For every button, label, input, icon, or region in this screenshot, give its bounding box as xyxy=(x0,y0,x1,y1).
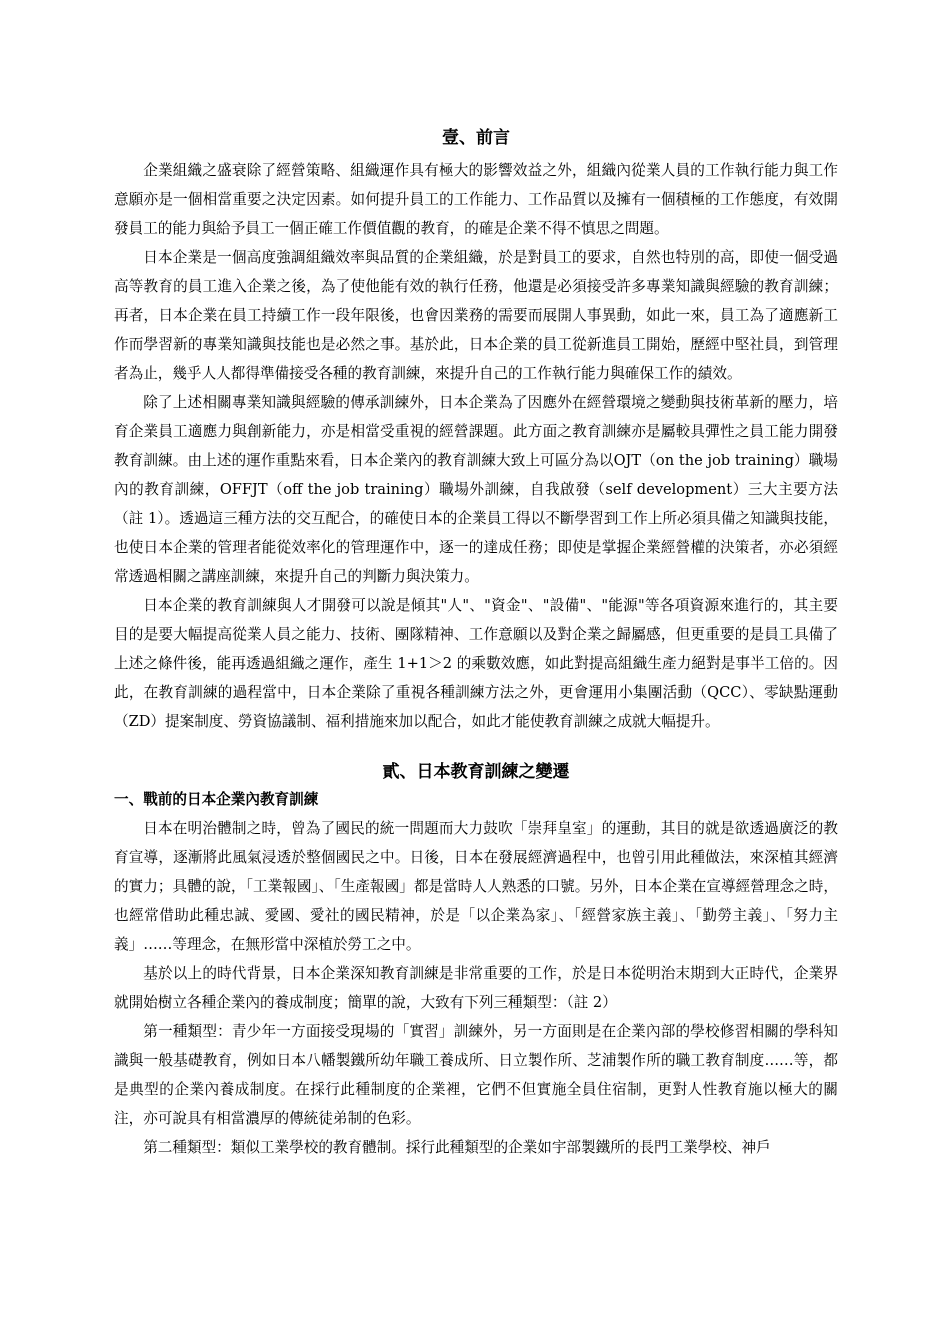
section-1-paragraph-2: 日本企業是一個高度強調組織效率與品質的企業組織，於是對員工的要求，自然也特別的高，即使一個受過高等教育的員工進入企業之後，為了使他能有效的執行任務，他還是必須接受許多專業知識與經驗的教育訓練；再者，日本企業在員工持續工作一段年限後，也會因業務的需要而展開人事異動，如此一來，員工為了適應新工作而學習新的專業知識與技能也是必然之事。基於此，日本企業的員工從新進員工開始，歷經中堅社員，到管理者為止，幾乎人人都得準備接受各種的教育訓練，來提升自己的工作執行能力與確保工作的績效。 xyxy=(114,249,838,382)
section-1-paragraph-1: 企業組織之盛衰除了經營策略、組織運作具有極大的影響效益之外，組織內從業人員的工作執行能力與工作意願亦是一個相當重要之決定因素。如何提升員工的工作能力、工作品質以及擁有一個積極的工作態度，有效開發員工的能力與給予員工一個正確工作價值觀的教育，的確是企業不得不慎思之問題。 xyxy=(114,162,838,237)
section-2-paragraph-2: 基於以上的時代背景，日本企業深知教育訓練是非常重要的工作，於是日本從明治末期到大正時代，企業界就開始樹立各種企業內的養成制度；簡單的說，大致有下列三種類型：（註 2） xyxy=(114,965,838,1011)
section-2-paragraph-4: 第二種類型：類似工業學校的教育體制。採行此種類型的企業如宇部製鐵所的長門工業學校、神戶 xyxy=(143,1139,771,1156)
section-2-subtitle: 一、戰前的日本企業內教育訓練 xyxy=(114,791,319,808)
section-1-paragraph-4: 日本企業的教育訓練與人才開發可以說是傾其"人"、"資金"、"設備"、"能源"等各項資源來進行的，其主要目的是要大幅提高從業人員之能力、技術、團隊精神、工作意願以及對企業之歸屬感，但更重要的是員工具備了上述之條件後，能再透過組織之運作，產生 1+1＞2 的乘數效應，如此對提高組織生產力絕對是事半工倍的。因此，在教育訓練的過程當中，日本企業除了重視各種訓練方法之外，更會運用小集團活動（QCC）、零缺點運動（ZD）提案制度、勞資協議制、福利措施來加以配合，如此才能使教育訓練之成就大幅提升。 xyxy=(114,597,838,730)
section-2-paragraph-1: 日本在明治體制之時，曾為了國民的統一問題而大力鼓吹「崇拜皇室」的運動，其目的就是欲透過廣泛的教育宣導，逐漸將此風氣浸透於整個國民之中。日後，日本在發展經濟過程中，也曾引用此種做法，來深植其經濟的實力；具體的說，「工業報國」、「生產報國」都是當時人人熟悉的口號。另外，日本企業在宣導經營理念之時，也經常借助此種忠誠、愛國、愛社的國民精神，於是「以企業為家」、「經營家族主義」、「勤勞主義」、「努力主義」……等理念，在無形當中深植於勞工之中。 xyxy=(114,820,838,953)
section-2-title: 貳、日本教育訓練之變遷 xyxy=(382,762,570,782)
section-2-paragraph-3: 第一種類型：青少年一方面接受現場的「實習」訓練外，另一方面則是在企業內部的學校修習相關的學科知識與一般基礎教育，例如日本八幡製鐵所幼年職工養成所、日立製作所、芝浦製作所的職工教育制度……等，都是典型的企業內養成制度。在採行此種制度的企業裡，它們不但實施全員住宿制，更對人性教育施以極大的關注，亦可說具有相當濃厚的傳統徒弟制的色彩。 xyxy=(114,1023,838,1127)
section-1-paragraph-3: 除了上述相關專業知識與經驗的傳承訓練外，日本企業為了因應外在經營環境之變動與技術革新的壓力，培育企業員工適應力與創新能力，亦是相當受重視的經營課題。此方面之教育訓練亦是屬較具彈性之員工能力開發教育訓練。由上述的運作重點來看，日本企業內的教育訓練大致上可區分為以OJT（on the job training）職場內的教育訓練，OFFJT（off the job training）職場外訓練，自我啟發（self development）三大主要方法（註 1）。透過這三種方法的交互配合，的確使日本的企業員工得以不斷學習到工作上所必須具備之知識與技能，也使日本企業的管理者能從效率化的管理運作中，逐一的達成任務；即使是掌握企業經營權的決策者，亦必須經常透過相關之講座訓練，來提升自己的判斷力與決策力。 xyxy=(114,394,838,585)
section-1-title: 壹、前言 xyxy=(442,128,510,148)
